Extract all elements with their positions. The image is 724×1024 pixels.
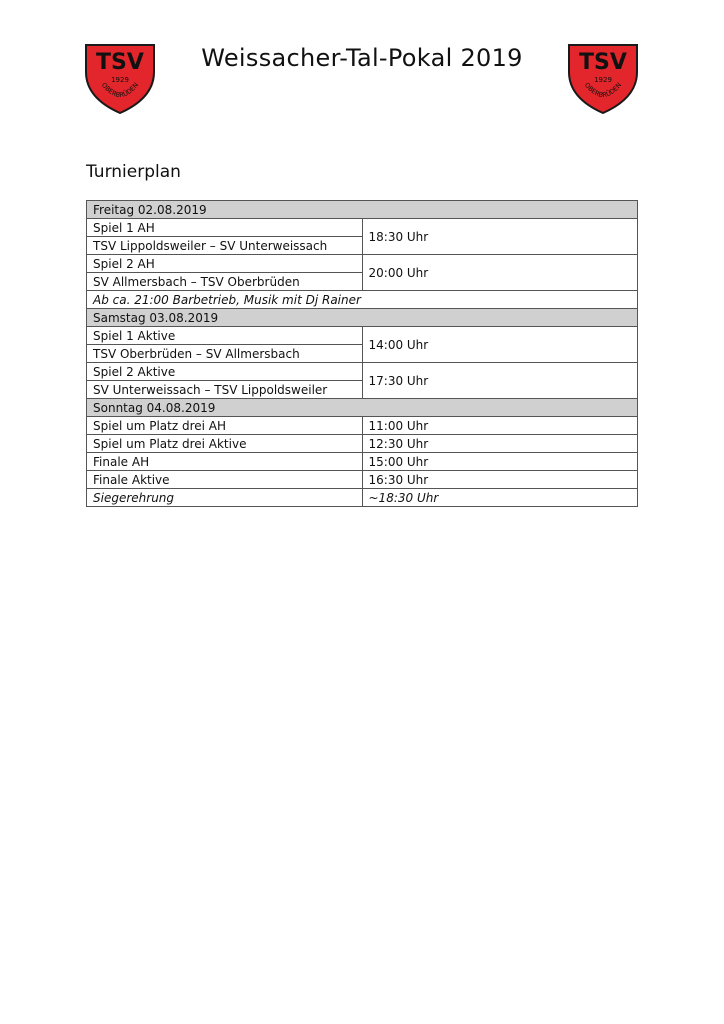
match-name: Spiel 1 Aktive: [87, 327, 363, 345]
day-header-sunday: Sonntag 04.08.2019: [87, 399, 638, 417]
match-name: Finale Aktive: [87, 471, 363, 489]
match-name: Finale AH: [87, 453, 363, 471]
document-title: Weissacher-Tal-Pokal 2019: [201, 44, 523, 72]
match-name: Spiel um Platz drei Aktive: [87, 435, 363, 453]
match-row: [87, 327, 638, 345]
match-teams: SV Allmersbach – TSV Oberbrüden: [87, 273, 363, 291]
match-time: 14:00 Uhr: [362, 327, 638, 363]
tsv-oberbrueden-logo-right: [567, 42, 639, 114]
match-time: 16:30 Uhr: [362, 471, 638, 489]
match-teams: TSV Oberbrüden – SV Allmersbach: [87, 345, 363, 363]
day-header-saturday: Samstag 03.08.2019: [87, 309, 638, 327]
svg-text:OBERBRÜDEN: OBERBRÜDEN: [582, 81, 624, 100]
svg-text:1929: 1929: [594, 76, 612, 84]
ceremony-row: [87, 489, 638, 507]
svg-text:1929: 1929: [111, 76, 129, 84]
match-name: Spiel 2 AH: [87, 255, 363, 273]
day-header-row: [87, 309, 638, 327]
tournament-schedule-table: [86, 200, 638, 507]
ceremony-name: Siegerehrung: [87, 489, 363, 507]
day-header-row: [87, 201, 638, 219]
match-name: Spiel 2 Aktive: [87, 363, 363, 381]
match-name: Spiel um Platz drei AH: [87, 417, 363, 435]
section-heading: Turnierplan: [86, 162, 181, 182]
match-row: [87, 417, 638, 435]
day-header-row: [87, 399, 638, 417]
match-name: Spiel 1 AH: [87, 219, 363, 237]
note-row: [87, 291, 638, 309]
match-row: [87, 435, 638, 453]
match-teams: TSV Lippoldsweiler – SV Unterweissach: [87, 237, 363, 255]
svg-text:TSV: TSV: [579, 50, 627, 75]
match-teams: SV Unterweissach – TSV Lippoldsweiler: [87, 381, 363, 399]
match-row: [87, 219, 638, 237]
match-time: 11:00 Uhr: [362, 417, 638, 435]
match-row: [87, 363, 638, 381]
svg-text:TSV: TSV: [96, 50, 144, 75]
match-row: [87, 453, 638, 471]
match-time: 17:30 Uhr: [362, 363, 638, 399]
match-row: [87, 471, 638, 489]
day-header-friday: Freitag 02.08.2019: [87, 201, 638, 219]
ceremony-time: ~18:30 Uhr: [362, 489, 638, 507]
svg-text:OBERBRÜDEN: OBERBRÜDEN: [99, 81, 141, 100]
match-row: [87, 255, 638, 273]
match-time: 15:00 Uhr: [362, 453, 638, 471]
match-time: 18:30 Uhr: [362, 219, 638, 255]
match-time: 20:00 Uhr: [362, 255, 638, 291]
event-note: Ab ca. 21:00 Barbetrieb, Musik mit Dj Rainer: [87, 291, 638, 309]
match-time: 12:30 Uhr: [362, 435, 638, 453]
